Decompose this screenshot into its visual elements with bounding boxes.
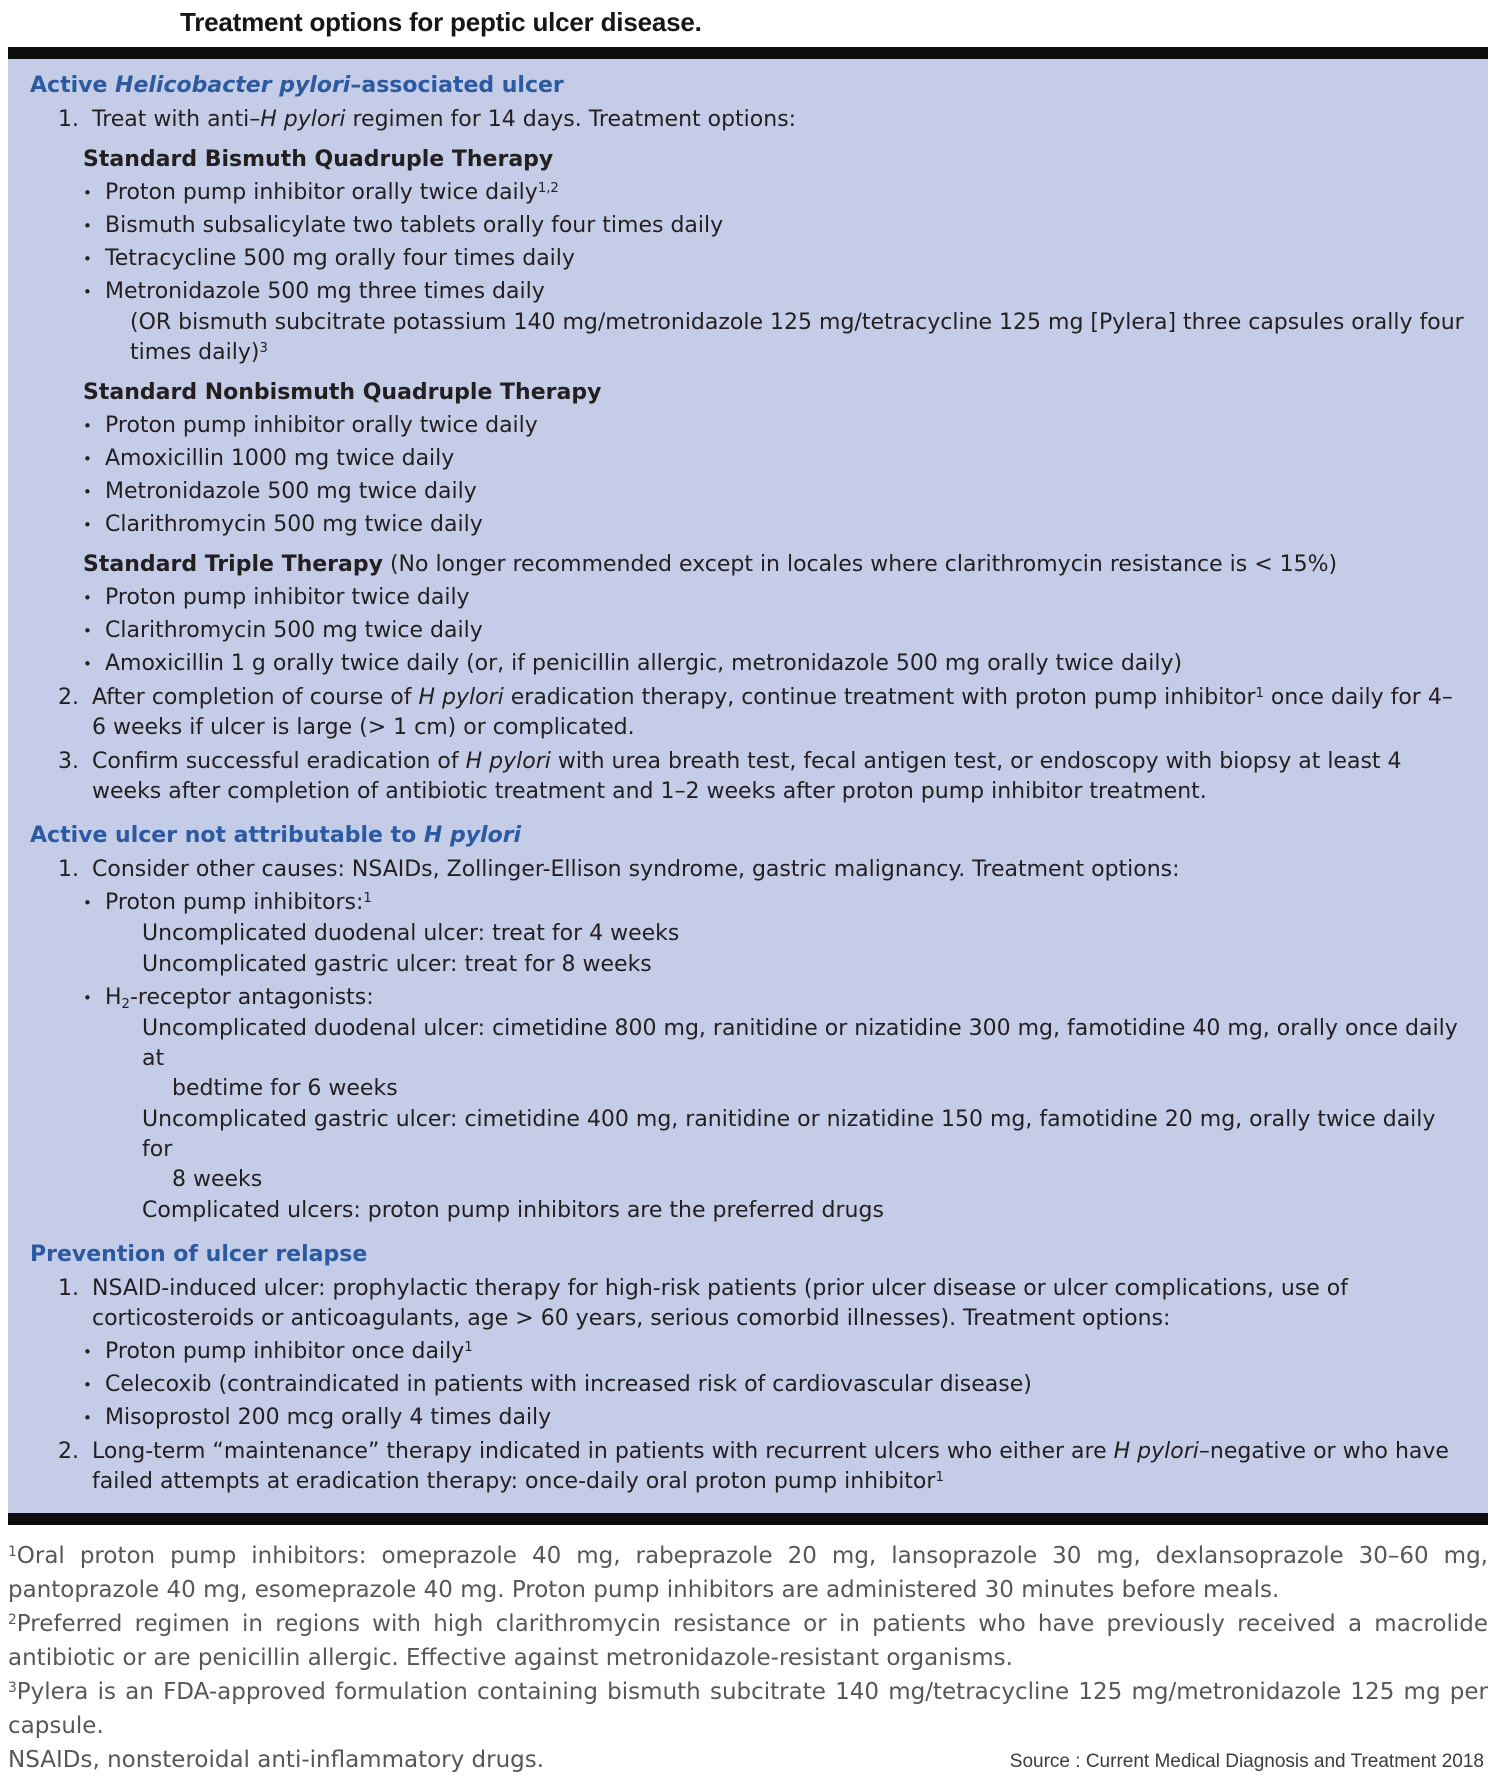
item-text: Misoprostol 200 mcg orally 4 times daily [105, 1405, 552, 1430]
sub-detail-line: Uncomplicated duodenal ulcer: treat for 4 weeks [142, 921, 680, 946]
styled-text: 2 [121, 996, 130, 1012]
styled-text: 1 [8, 1544, 17, 1561]
item-text: After completion of course of H pylori eradication therapy, continue treatment with proton pump inhibitor$^1$ once daily for 4–6 weeks if ulcer is large (> 1 cm) or complicated. [92, 685, 1453, 740]
styled-text: 1 [935, 1470, 944, 1486]
continuation-line: bedtime for 6 weeks [172, 1076, 398, 1101]
item-text: Proton pump inhibitor once daily$^1$ [105, 1339, 473, 1364]
styled-text: 1 [464, 1340, 473, 1356]
therapy-subheading [83, 145, 1466, 175]
bullet-icon: • [83, 483, 92, 501]
footnotes [8, 1539, 1488, 1779]
bullet-item [83, 888, 1466, 918]
styled-text: 1 [363, 891, 372, 907]
styled-text: H pylori [418, 685, 504, 710]
item-number: 1. [58, 1276, 79, 1301]
bullet-item [83, 211, 1466, 241]
styled-text: Helicobacter pylori [115, 73, 351, 98]
bullet-icon: • [83, 622, 92, 640]
item-text: Consider other causes: NSAIDs, Zollinger-Ellison syndrome, gastric malignancy. Treatment options: [92, 857, 1180, 882]
continuation-line: 8 weeks [172, 1167, 263, 1192]
numbered-item [58, 747, 1466, 807]
bullet-icon: • [83, 250, 92, 268]
item-text: Proton pump inhibitor twice daily [105, 585, 470, 610]
bullet-icon: • [83, 655, 92, 673]
item-text: Confirm successful eradication of H pylori with urea breath test, fecal antigen test, or endoscopy with biopsy at least 4 weeks after completion of antibiotic treatment and 1–2 weeks after proton pump inhibitor treatment. [92, 749, 1402, 804]
treatment-table [8, 47, 1488, 1525]
section-heading: Active Helicobacter pylori–associated ulcer [30, 73, 564, 98]
bullet-item [83, 277, 1466, 307]
item-number: 1. [58, 107, 79, 132]
bullet-icon: • [83, 184, 92, 202]
styled-text: 1,2 [537, 181, 559, 197]
bullet-icon: • [83, 589, 92, 607]
item-number: 2. [58, 685, 79, 710]
sub-detail-line: Uncomplicated gastric ulcer: cimetidine 400 mg, ranitidine or nizatidine 150 mg, famotidine 20 mg, orally twice daily for [142, 1107, 1436, 1162]
styled-text: Standard Triple Therapy [83, 552, 383, 577]
item-number: 2. [58, 1439, 79, 1464]
bullet-icon: • [83, 516, 92, 534]
bullet-item [83, 444, 1466, 474]
item-text: Metronidazole 500 mg three times daily [105, 279, 545, 304]
footnote-line: $^2$Preferred regimen in regions with high clarithromycin resistance or in patients who have previously received a macrolide antibiotic or are penicillin allergic. Effective against metronidazole-resistant organisms. [8, 1611, 1488, 1671]
styled-text: H pylori [423, 823, 522, 848]
styled-text: 1 [1255, 686, 1264, 702]
item-text: Proton pump inhibitors:$^1$ [105, 890, 372, 915]
bullet-item [83, 1403, 1466, 1433]
bullet-item [83, 1337, 1466, 1367]
bullet-icon: • [83, 1343, 92, 1361]
sub-detail-line: Complicated ulcers: proton pump inhibitors are the preferred drugs [142, 1198, 884, 1223]
item-text: Bismuth subsalicylate two tablets orally four times daily [105, 213, 724, 238]
page-title: Treatment options for peptic ulcer disease. [180, 7, 702, 37]
item-text: Tetracycline 500 mg orally four times daily [105, 246, 575, 271]
or-alternative-line: (OR bismuth subcitrate potassium 140 mg/metronidazole 125 mg/tetracycline 125 mg [Pylera] three capsules orally four times daily)$^3$ [130, 310, 1464, 365]
footnote-line: $^1$Oral proton pump inhibitors: omeprazole 40 mg, rabeprazole 20 mg, lansoprazole 30 mg, dexlansoprazole 30–60 mg, pantoprazole 40 mg, esomeprazole 40 mg. Proton pump inhibitors are administered 30 minutes before meals. [8, 1543, 1488, 1603]
bullet-icon: • [83, 1376, 92, 1394]
numbered-item [58, 1274, 1466, 1334]
bullet-item [83, 616, 1466, 646]
item-text: NSAID-induced ulcer: prophylactic therapy for high-risk patients (prior ulcer disease or ulcer complications, use of corticosteroids or anticoagulants, age > 60 years, serious comorbid illnesses). Treatment options: [92, 1276, 1349, 1331]
styled-text: H pylori [1113, 1439, 1199, 1464]
styled-text: 3 [8, 1680, 17, 1697]
source-note: Source : Current Medical Diagnosis and Treatment 2018 [1009, 1751, 1484, 1772]
bullet-icon: • [83, 217, 92, 235]
bullet-item [83, 244, 1466, 274]
styled-text: 2 [8, 1612, 17, 1629]
item-text: Long-term “maintenance” therapy indicated in patients with recurrent ulcers who either are H pylori–negative or who have failed attempts at eradication therapy: once-daily oral proton pump inhibitor$^1$ [92, 1439, 1449, 1494]
bullet-icon: • [83, 283, 92, 301]
bullet-icon: • [83, 450, 92, 468]
bullet-icon: • [83, 1409, 92, 1427]
item-text: Clarithromycin 500 mg twice daily [105, 618, 483, 643]
bullet-item [83, 1370, 1466, 1400]
bullet-item [83, 477, 1466, 507]
section-heading: Prevention of ulcer relapse [30, 1242, 368, 1267]
bullet-item [83, 510, 1466, 540]
bullet-icon: • [83, 894, 92, 912]
numbered-item [58, 1437, 1466, 1497]
item-text: Metronidazole 500 mg twice daily [105, 479, 477, 504]
numbered-item [58, 683, 1466, 743]
therapy-subheading: Standard Triple Therapy (No longer recommended except in locales where clarithromycin resistance is < 15%) [83, 552, 1338, 577]
sub-detail-line: Uncomplicated duodenal ulcer: cimetidine 800 mg, ranitidine or nizatidine 300 mg, famotidine 40 mg, orally once daily at [142, 1016, 1458, 1071]
numbered-item [58, 855, 1466, 885]
item-text: H2-receptor antagonists: [105, 985, 374, 1012]
styled-text: Standard Bismuth Quadruple Therapy [83, 147, 554, 172]
item-text: Amoxicillin 1000 mg twice daily [105, 446, 455, 471]
numbered-item [58, 105, 1466, 135]
bullet-item [83, 178, 1466, 208]
styled-text: Standard Nonbismuth Quadruple Therapy [83, 380, 602, 405]
bullet-item [83, 649, 1466, 679]
section-heading: Active ulcer not attributable to H pylori [30, 823, 522, 848]
table-body [30, 71, 1466, 1497]
item-text: Clarithromycin 500 mg twice daily [105, 512, 483, 537]
bullet-icon: • [83, 989, 92, 1007]
bullet-item [83, 583, 1466, 613]
item-text: Celecoxib (contraindicated in patients with increased risk of cardiovascular disease) [105, 1372, 1032, 1397]
styled-text: 3 [259, 341, 268, 357]
styled-text: H pylori [465, 749, 551, 774]
bullet-icon: • [83, 417, 92, 435]
item-text: Proton pump inhibitor orally twice daily$^{1,2}$ [105, 180, 559, 205]
bullet-item [83, 983, 1466, 1013]
sub-detail-line: Uncomplicated gastric ulcer: treat for 8 weeks [142, 952, 652, 977]
item-number: 1. [58, 857, 79, 882]
item-text: Amoxicillin 1 g orally twice daily (or, if penicillin allergic, metronidazole 500 mg orally twice daily) [105, 651, 1183, 676]
therapy-subheading [83, 378, 1466, 408]
item-text: Treat with anti–H pylori regimen for 14 days. Treatment options: [92, 107, 797, 132]
item-number: 3. [58, 749, 79, 774]
abbreviation-note: NSAIDs, nonsteroidal anti-inflammatory drugs. [8, 1747, 545, 1773]
bullet-item [83, 411, 1466, 441]
footnote-bottom-row [8, 1743, 1488, 1779]
footnote-line: $^3$Pylera is an FDA-approved formulation containing bismuth subcitrate 140 mg/tetracycline 125 mg/metronidazole 125 mg per capsule. [8, 1679, 1488, 1739]
styled-text: H pylori [260, 107, 346, 132]
item-text: Proton pump inhibitor orally twice daily [105, 413, 538, 438]
